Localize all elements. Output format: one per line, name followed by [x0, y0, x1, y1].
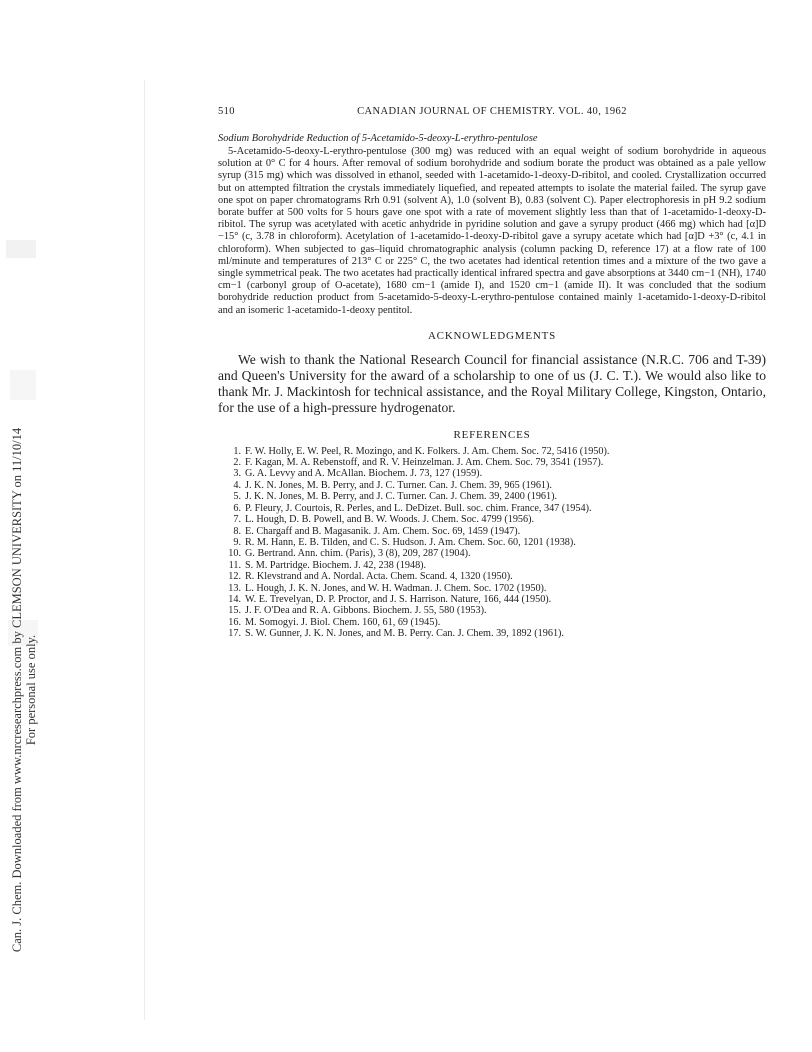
reference-number: 11.: [228, 559, 241, 571]
reference-item: [224, 468, 766, 479]
section-title: Sodium Borohydride Reduction of 5-Acetamido-5-deoxy-L-erythro-pentulose: [218, 133, 538, 144]
reference-text: S. W. Gunner, J. K. N. Jones, and M. B. Perry. Can. J. Chem. 39, 1892 (1961).: [245, 628, 564, 640]
acknowledgments-heading: ACKNOWLEDGMENTS: [427, 329, 557, 342]
reference-text: R. M. Hann, E. B. Tilden, and C. S. Hudson. J. Am. Chem. Soc. 60, 1201 (1938).: [245, 536, 576, 548]
reference-item: [224, 560, 766, 571]
reference-number: 15.: [228, 605, 241, 617]
acknowledgments-body: [218, 352, 766, 417]
reference-item: [224, 514, 766, 525]
reference-number: 8.: [233, 525, 241, 537]
reference-text: J. F. O'Dea and R. A. Gibbons. Biochem. J. 55, 580 (1953).: [245, 605, 487, 617]
running-head: CANADIAN JOURNAL OF CHEMISTRY. VOL. 40, 1962: [357, 106, 627, 117]
journal-page: [218, 106, 766, 640]
reference-text: W. E. Trevelyan, D. P. Proctor, and J. S. Harrison. Nature, 166, 444 (1950).: [245, 593, 552, 605]
reference-number: 5.: [233, 491, 241, 503]
reference-text: L. Hough, J. K. N. Jones, and W. H. Wadman. J. Chem. Soc. 1702 (1950).: [245, 582, 547, 594]
reference-text: M. Somogyi. J. Biol. Chem. 160, 61, 69 (1945).: [245, 616, 441, 628]
reference-number: 14.: [228, 593, 241, 605]
reference-text: J. K. N. Jones, M. B. Perry, and J. C. Turner. Can. J. Chem. 39, 965 (1961).: [245, 479, 552, 491]
reference-item: [224, 617, 766, 628]
reference-number: 16.: [228, 616, 241, 628]
scan-noise: [6, 240, 36, 258]
reference-item: [224, 548, 766, 559]
reference-item: [224, 446, 766, 457]
download-notice: [10, 428, 38, 952]
reference-text: J. K. N. Jones, M. B. Perry, and J. C. Turner. Can. J. Chem. 39, 2400 (1961).: [245, 491, 558, 503]
reference-item: [224, 594, 766, 605]
reference-item: [224, 491, 766, 502]
reference-item: [224, 605, 766, 616]
reference-number: 7.: [233, 514, 241, 526]
reference-number: 1.: [233, 445, 241, 457]
reference-text: G. A. Levvy and A. McAllan. Biochem. J. 73, 127 (1959).: [245, 468, 483, 480]
page-number: 510: [218, 106, 235, 117]
reference-text: F. W. Holly, E. W. Peel, R. Mozingo, and K. Folkers. J. Am. Chem. Soc. 72, 5416 (1950).: [245, 445, 610, 457]
reference-text: G. Bertrand. Ann. chim. (Paris), 3 (8), 209, 287 (1904).: [245, 548, 471, 560]
reference-item: [224, 480, 766, 491]
download-notice-line-2: For personal use only.: [24, 634, 38, 746]
reference-number: 13.: [228, 582, 241, 594]
reference-text: E. Chargaff and B. Magasanik. J. Am. Chem. Soc. 69, 1459 (1947).: [245, 525, 521, 537]
reference-number: 10.: [228, 548, 241, 560]
section-body: [218, 146, 766, 317]
reference-item: [224, 457, 766, 468]
reference-item: [224, 503, 766, 514]
acknowledgments-paragraph: We wish to thank the National Research Council for financial assistance (N.R.C. 706 and T-39) and Queen's University for the award of a scholarship to one of us (J. C. T.). We would also like to thank Mr. J. Mackintosh for technical assistance, and the Royal Military College, Kingston, Ontario, for the use of a high-pressure hydrogenator.: [218, 351, 766, 416]
reference-number: 4.: [233, 479, 241, 491]
page-header: [218, 106, 766, 120]
references-heading: REFERENCES: [453, 428, 531, 441]
reference-item: [224, 537, 766, 548]
reference-number: 17.: [228, 628, 241, 640]
reference-text: L. Hough, D. B. Powell, and B. W. Woods. J. Chem. Soc. 4799 (1956).: [245, 514, 535, 526]
section-paragraph: 5-Acetamido-5-deoxy-L-erythro-pentulose (300 mg) was reduced with an equal weight of sodium borohydride in aqueous solution at 0° C for 4 hours. After removal of sodium borohydride and sodium borate the product was obtained as a pale yellow syrup (315 mg) which was dissolved in ethanol, seeded with 1-acetamido-1-deoxy-D-ribitol, and cooled. Crystallization occurred but on attempted filtration the crystals immediately liquefied, and repeated attempts to isolate the material failed. The syrup gave one spot on paper chromatograms Rrh 0.91 (solvent A), 1.0 (solvent B), 0.83 (solvent C). Paper electrophoresis in pH 9.2 sodium borate buffer at 500 volts for 5 hours gave one spot with a rate of movement slightly less than that of 1-acetamido-1-deoxy-D-ribitol. The syrup was acetylated with acetic anhydride in pyridine solution and gave a syrupy product (466 mg) which had [α]D −15° (c, 3.78 in chloroform). Acetylation of 1-acetamido-1-deoxy-D-ribitol gave a syrupy acetate which had [α]D +3° (c, 4.1 in chloroform). When subjected to gas–liquid chromatographic analysis (column packing D, reference 17) at a flow rate of 100 ml/minute and temperatures of 213° C or 225° C, the two acetates had identical retention times and a mixture of the two gave a single symmetrical peak. The two acetates had practically identical infrared spectra and gave absorptions at 3440 cm−1 (NH), 1740 cm−1 (carbonyl group of O-acetate), 1680 cm−1 (amide I), and 1520 cm−1 (amide II). It was concluded that the sodium borohydride reduction product from 5-acetamido-5-deoxy-L-erythro-pentulose contained mainly 1-acetamido-1-deoxy-D-ribitol and an isomeric 1-acetamido-1-deoxy pentitol.: [218, 146, 766, 316]
reference-number: 3.: [233, 468, 241, 480]
page-edge-shadow: [144, 80, 145, 1020]
download-watermark: [4, 240, 44, 953]
reference-number: 12.: [228, 571, 241, 583]
reference-text: F. Kagan, M. A. Rebenstoff, and R. V. Heinzelman. J. Am. Chem. Soc. 79, 3541 (1957).: [245, 457, 604, 469]
reference-text: S. M. Partridge. Biochem. J. 42, 238 (1948).: [245, 559, 427, 571]
reference-number: 9.: [233, 536, 241, 548]
reference-item: [224, 583, 766, 594]
references-list: [224, 446, 766, 640]
reference-number: 2.: [233, 457, 241, 469]
download-notice-line-1: Can. J. Chem. Downloaded from www.nrcresearchpress.com by CLEMSON UNIVERSITY on 11/10/14: [10, 427, 24, 953]
reference-item: [224, 526, 766, 537]
reference-item: [224, 571, 766, 582]
reference-number: 6.: [233, 502, 241, 514]
reference-text: R. Klevstrand and A. Nordal. Acta. Chem. Scand. 4, 1320 (1950).: [245, 571, 513, 583]
scan-noise: [10, 370, 36, 400]
reference-item: [224, 628, 766, 639]
reference-text: P. Fleury, J. Courtois, R. Perles, and L. DeDizet. Bull. soc. chim. France, 347 (1954).: [245, 502, 592, 514]
